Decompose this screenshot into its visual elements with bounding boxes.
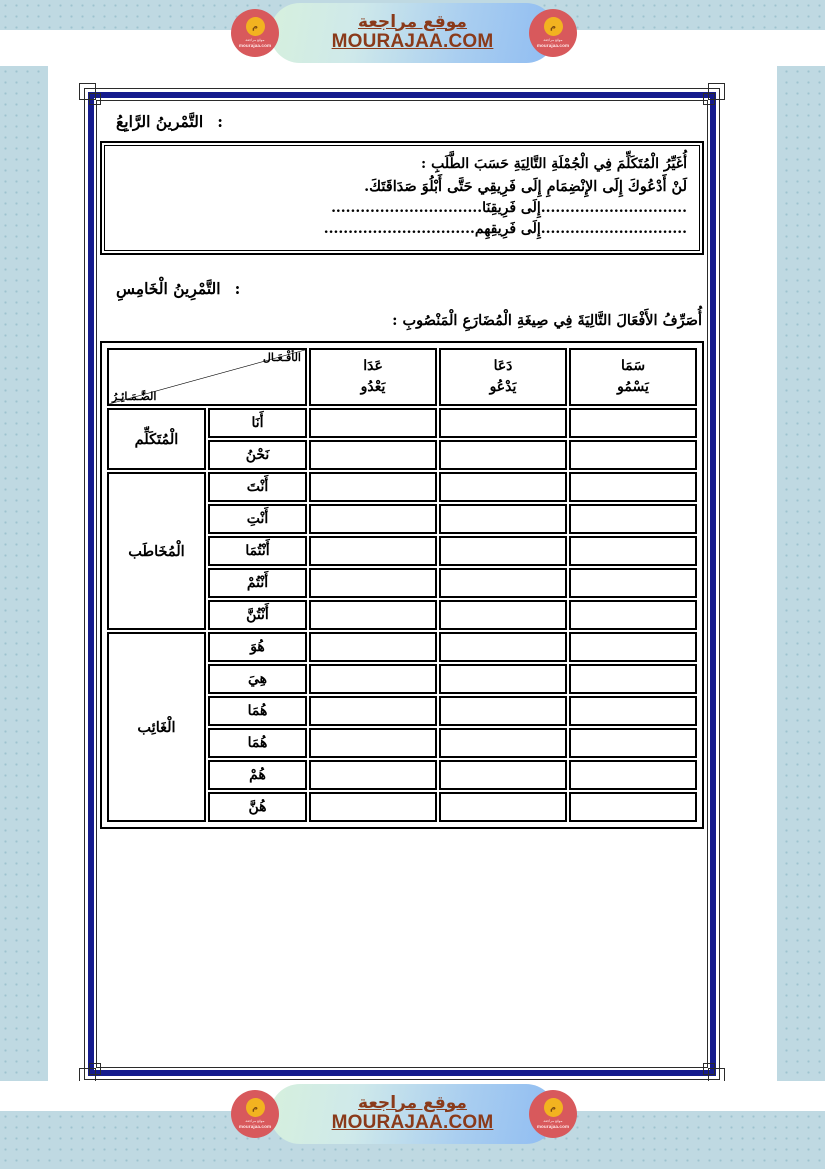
answer-cell[interactable]: [569, 472, 697, 502]
answer-cell[interactable]: [439, 728, 567, 758]
table-corner-diagonal-header: [107, 348, 307, 406]
brand-name-arabic: موقع مراجعة: [358, 11, 467, 32]
logo-subtext: [239, 38, 271, 48]
logo-emblem-icon: م: [544, 17, 563, 36]
answer-cell[interactable]: [309, 696, 437, 726]
verb-present-form: يَعْدُو: [360, 379, 386, 396]
logo-emblem-icon: م: [544, 1098, 563, 1117]
answer-cell[interactable]: [309, 632, 437, 662]
answer-dots-right: ..............................: [540, 200, 687, 217]
answer-cell[interactable]: [569, 408, 697, 438]
worksheet-content: [100, 104, 704, 829]
brand-site-url[interactable]: MOURAJAA.COM: [331, 1112, 494, 1134]
pronoun-group-label: الْمُتَكَلِّم: [107, 408, 206, 470]
footer-banner: [0, 1081, 825, 1147]
table-header-row: [107, 348, 697, 406]
answer-cell[interactable]: [439, 632, 567, 662]
answer-cell[interactable]: [309, 792, 437, 822]
exercise4-box-inner: [104, 145, 700, 251]
answer-dots-right: ..............................: [540, 221, 687, 238]
brand-logo-left: [231, 1090, 279, 1138]
logo-sub-arabic: موقع مراجعة: [245, 38, 265, 43]
logo-sub-url: mourajaa.com: [238, 42, 272, 48]
answer-label: إِلَى فَرِيقِنَا: [482, 200, 541, 217]
pronoun-cell: أَنْتُنَّ: [208, 600, 307, 630]
exercise5-instruction: أُصَرِّفُ الأَفْعَالَ التَّالِيَةَ فِي صِيغَةِ الْمُضَارَعِ الْمَنْصُوبِ :: [392, 312, 702, 330]
pronoun-cell: هُمَا: [208, 728, 307, 758]
pronoun-cell: نَحْنُ: [208, 440, 307, 470]
exercise5-title-colon: :: [234, 279, 241, 299]
pronoun-cell: أَنْتِ: [208, 504, 307, 534]
logo-sub-arabic: موقع مراجعة: [245, 1119, 265, 1124]
answer-cell[interactable]: [439, 472, 567, 502]
answer-cell[interactable]: [439, 536, 567, 566]
answer-cell[interactable]: [569, 728, 697, 758]
frame-corner-inner-bottom-right: [703, 1063, 715, 1075]
verb-past-form: عَدَا: [363, 358, 383, 375]
answer-cell[interactable]: [309, 600, 437, 630]
answer-dots-left: ...............................: [323, 221, 475, 238]
answer-cell[interactable]: [569, 696, 697, 726]
pronoun-cell: هُمْ: [208, 760, 307, 790]
conjugation-table-frame: [100, 341, 704, 829]
table-row: [107, 632, 697, 662]
verb-present-form: يَسْمُو: [617, 379, 649, 396]
table-row: [107, 472, 697, 502]
answer-cell[interactable]: [569, 440, 697, 470]
answer-cell[interactable]: [309, 472, 437, 502]
brand-logo-right: [529, 9, 577, 57]
footer-brand-pill: [270, 1084, 556, 1144]
pronoun-cell: أَنْتُمْ: [208, 568, 307, 598]
answer-cell[interactable]: [309, 536, 437, 566]
answer-dots-left: ...............................: [331, 200, 483, 217]
verb-past-form: دَعَا: [493, 358, 513, 375]
pronoun-group-label: الْمُخَاطَب: [107, 472, 206, 630]
answer-cell[interactable]: [439, 504, 567, 534]
brand-site-url[interactable]: MOURAJAA.COM: [331, 31, 494, 53]
answer-cell[interactable]: [439, 600, 567, 630]
answer-label: إِلَى فَرِيقِهِم: [474, 221, 541, 238]
verb-present-form: يَدْعُو: [489, 379, 517, 396]
corner-label-verbs: الأَفْـعَـال: [262, 351, 301, 365]
answer-cell[interactable]: [569, 536, 697, 566]
table-row: [107, 408, 697, 438]
logo-emblem-icon: م: [246, 17, 265, 36]
corner-label-pronouns: الضَّـمَـائِـرُ: [112, 390, 157, 404]
pronoun-cell: أَنْتَ: [208, 472, 307, 502]
brand-logo-right: [529, 1090, 577, 1138]
brand-name-arabic: موقع مراجعة: [358, 1092, 467, 1113]
conjugation-table: [105, 346, 699, 824]
exercise4-sentence: لَنْ أَدْعُوكَ إِلَى الإِنْضِمَامِ إِلَى فَرِيقِي حَتَّى أَبْلُوَ صَدَاقَتَكَ.: [364, 177, 687, 195]
pronoun-cell: هِيَ: [208, 664, 307, 694]
answer-cell[interactable]: [309, 440, 437, 470]
answer-cell[interactable]: [569, 760, 697, 790]
logo-sub-url: mourajaa.com: [536, 42, 570, 48]
exercise5-title: [100, 255, 704, 306]
pronoun-group-label: الْغَائِب: [107, 632, 206, 822]
exercise4-answer-row[interactable]: [117, 219, 687, 240]
answer-cell[interactable]: [309, 568, 437, 598]
answer-cell[interactable]: [439, 664, 567, 694]
logo-sub-url: mourajaa.com: [536, 1123, 570, 1129]
logo-emblem-icon: م: [246, 1098, 265, 1117]
header-banner: [0, 0, 825, 66]
header-brand-pill: [270, 3, 556, 63]
answer-cell[interactable]: [309, 664, 437, 694]
answer-cell[interactable]: [569, 632, 697, 662]
answer-cell[interactable]: [569, 600, 697, 630]
exercise4-box: [100, 141, 704, 255]
exercise4-title-colon: :: [217, 112, 223, 131]
pronoun-cell: أَنَا: [208, 408, 307, 438]
brand-logo-left: [231, 9, 279, 57]
verb-column-header: [309, 348, 437, 406]
answer-cell[interactable]: [309, 504, 437, 534]
answer-cell[interactable]: [309, 760, 437, 790]
verb-column-header: [439, 348, 567, 406]
pronoun-cell: أَنْتُمَا: [208, 536, 307, 566]
exercise4-prompt: أُغَيِّرُ الْمُتَكَلِّمَ فِي الْجُمْلَةِ التَّالِيَةِ حَسَبَ الطَّلَبِ :: [421, 156, 687, 172]
answer-cell[interactable]: [439, 696, 567, 726]
logo-subtext: [537, 1119, 569, 1129]
frame-corner-inner-top-right: [703, 93, 715, 105]
verb-column-header: [569, 348, 697, 406]
pronoun-cell: هُمَا: [208, 696, 307, 726]
answer-cell[interactable]: [309, 728, 437, 758]
logo-subtext: [239, 1119, 271, 1129]
answer-cell[interactable]: [569, 664, 697, 694]
logo-sub-arabic: موقع مراجعة: [543, 1119, 563, 1124]
answer-cell[interactable]: [569, 504, 697, 534]
answer-cell[interactable]: [439, 408, 567, 438]
exercise4-answer-row[interactable]: [117, 198, 687, 219]
answer-cell[interactable]: [569, 792, 697, 822]
answer-cell[interactable]: [309, 408, 437, 438]
logo-sub-url: mourajaa.com: [238, 1123, 272, 1129]
exercise4-title-text: التَّمْرينُ الرَّابِعُ: [116, 112, 204, 131]
verb-past-form: سَمَا: [620, 358, 646, 375]
exercise4-title: [100, 104, 704, 139]
frame-corner-inner-bottom-left: [89, 1063, 101, 1075]
answer-cell[interactable]: [439, 568, 567, 598]
logo-sub-arabic: موقع مراجعة: [543, 38, 563, 43]
answer-cell[interactable]: [439, 760, 567, 790]
pronoun-cell: هُوَ: [208, 632, 307, 662]
exercise5-title-text: التَّمْرِينُ الْخَامِسِ: [116, 279, 221, 299]
answer-cell[interactable]: [439, 792, 567, 822]
answer-cell[interactable]: [569, 568, 697, 598]
pronoun-cell: هُنَّ: [208, 792, 307, 822]
answer-cell[interactable]: [439, 440, 567, 470]
logo-subtext: [537, 38, 569, 48]
